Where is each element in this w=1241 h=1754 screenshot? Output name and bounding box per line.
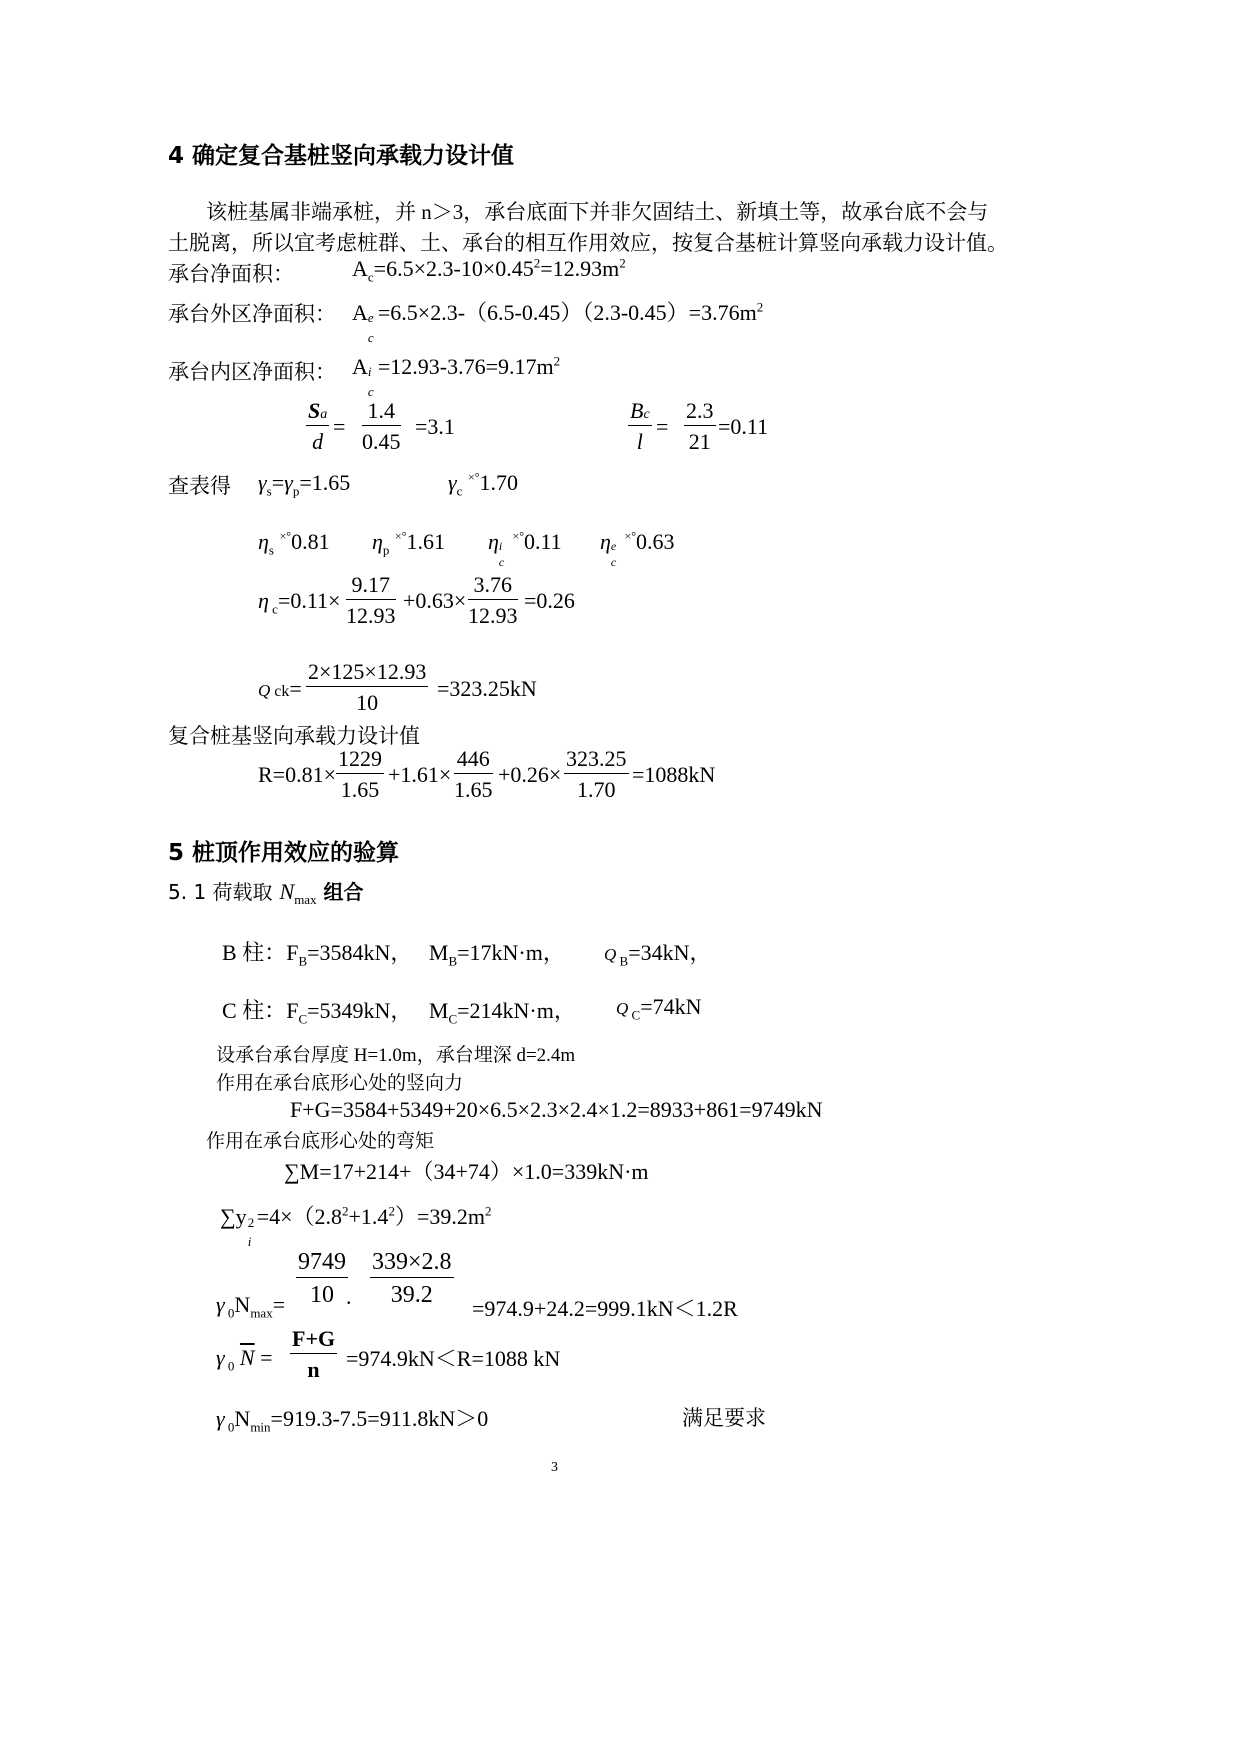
dot-sign: . <box>346 1284 352 1309</box>
r-fraction-2: $\frac{446}{1.65}$ <box>454 746 493 802</box>
eta-p: $\eta_p$ ×°1.61 <box>372 529 445 558</box>
eta-ce: η e c ×°0.63 <box>600 529 675 569</box>
navg-result: =974.9kN＜R=1088 kN <box>346 1346 561 1371</box>
section-5-title: 5 桩顶作用效应的验算 <box>168 840 400 866</box>
inner-area-label: 承台内区净面积： <box>168 360 336 384</box>
qck-result: =323.25kN <box>437 676 537 701</box>
nmin-formula: γ $_0N_{min}=919.3-7.5=911.8kN>0$ <box>216 1406 489 1435</box>
eta-s: $\eta_s$ ×°0.81 <box>258 529 330 558</box>
section-5-1-title: 5. 1 荷载取 $N_{max}$ 组合 <box>168 879 364 907</box>
paragraph-line-2: 土脱离，所以宜考虑桩群、土、承台的相互作用效应，按复合基桩计算竖向承载力设计值。 <box>168 231 1008 255</box>
vertical-force-label: 作用在承台底形心处的竖向力 <box>216 1073 464 1094</box>
gamma-s-p: $\gamma_s=\gamma_p=1.65$ <box>258 470 351 499</box>
eta-c-mid: +0.63× <box>403 588 467 613</box>
equals-sign: = <box>656 414 669 439</box>
requirement-met: 满足要求 <box>682 1406 766 1430</box>
moment-label: 作用在承台底形心处的弯矩 <box>206 1131 435 1152</box>
qck-label: Q ck= <box>258 676 302 701</box>
page-number: 3 <box>551 1460 558 1475</box>
eta-ci: η i c ×°0.11 <box>488 529 562 569</box>
outer-area-label: 承台外区净面积： <box>168 302 336 326</box>
nmax-result: =974.9+24.2=999.1kN＜1.2R <box>472 1296 738 1321</box>
eta-c-fraction-1: $\frac{9.17}{12.93}$ <box>346 572 396 628</box>
section-4-title: 4 确定复合基桩竖向承载力设计值 <box>168 143 515 169</box>
r-mid-1: +1.61× <box>388 762 452 787</box>
nmax-fraction-2: $\frac{339\times 2.8}{39.2}$ <box>372 1249 452 1308</box>
eta-c-formula: η $_c$=0.11× <box>258 588 341 617</box>
navg-label: γ $_0$ $\overline{N}$ = <box>216 1345 273 1374</box>
equals-sign: = <box>333 414 346 439</box>
bc-l-fraction: $\frac{Bc}{l}$ <box>630 398 650 454</box>
eta-c-result: =0.26 <box>524 588 575 613</box>
inner-area-formula: A i c $=12.93-3.76=9.17m^2$ <box>352 353 561 399</box>
outer-area-formula: A e c $=6.5\times 2.3-(6.5-0.45)(2.3-0.45)=3.76m^2$ <box>352 299 764 345</box>
b-column-loads: B 柱：$F_B=3584kN$， $M_B=17kN\cdot m$， <box>222 940 565 969</box>
sum-y-formula: ∑y 2 i $=4\times(2.8^2+1.4^2)=39.2m^2$ <box>220 1203 492 1249</box>
sa-result: =3.1 <box>415 414 455 439</box>
bc-result: =0.11 <box>718 414 769 439</box>
cap-settings: 设承台承台厚度 H=1.0m，承台埋深 d=2.4m <box>216 1045 576 1066</box>
b-column-shear: Q $_B$=34kN， <box>604 940 712 969</box>
r-result: =1088kN <box>632 762 716 787</box>
r-formula-start: R=0.81× <box>258 762 336 787</box>
gamma-c: $\gamma_c$ ×°1.70 <box>448 470 519 499</box>
r-fraction-1: $\frac{1229}{1.65}$ <box>338 746 382 802</box>
bc-value-fraction: $\frac{2.3}{21}$ <box>686 398 714 454</box>
table-lookup-label: 查表得 <box>168 474 231 498</box>
fg-formula: F+G=3584+5349+20×6.5×2.3×2.4×1.2=8933+861=9749kN <box>290 1097 823 1122</box>
c-column-shear: Q $_C$=74kN <box>616 994 702 1023</box>
nmax-label: γ $_0N_{max}=$ <box>216 1292 286 1321</box>
eta-c-fraction-2: $\frac{3.76}{12.93}$ <box>468 572 518 628</box>
nmax-fraction-1: $\frac{9749}{10}$ <box>298 1249 346 1308</box>
sa-value-fraction: $\frac{1.4}{0.45}$ <box>362 398 401 454</box>
net-area-formula: $A_c=6.5\times 2.3-10\times 0.45^2=12.93m^2$ <box>352 255 626 285</box>
paragraph-line-1: 该桩基属非端承桩，并 n＞3，承台底面下并非欠固结土、新填土等，故承台底不会与 <box>206 200 989 224</box>
navg-fraction: $\frac{F+G}{n}$ <box>292 1326 336 1382</box>
r-mid-2: +0.26× <box>498 762 562 787</box>
r-fraction-3: $\frac{323.25}{1.70}$ <box>566 746 627 802</box>
sa-d-fraction: $\frac{Sa}{d}$ <box>308 398 328 454</box>
net-area-label: 承台净面积： <box>168 262 294 286</box>
qck-fraction: $\frac{2\times 125\times 12.93}{10}$ <box>308 659 427 715</box>
sum-m-formula: ∑M=17+214+（34+74）×1.0=339kN·m <box>284 1159 649 1184</box>
design-value-label: 复合桩基竖向承载力设计值 <box>168 724 420 748</box>
c-column-loads: C 柱：$F_C=5349kN$， $M_C=214kN\cdot m$， <box>222 998 576 1027</box>
